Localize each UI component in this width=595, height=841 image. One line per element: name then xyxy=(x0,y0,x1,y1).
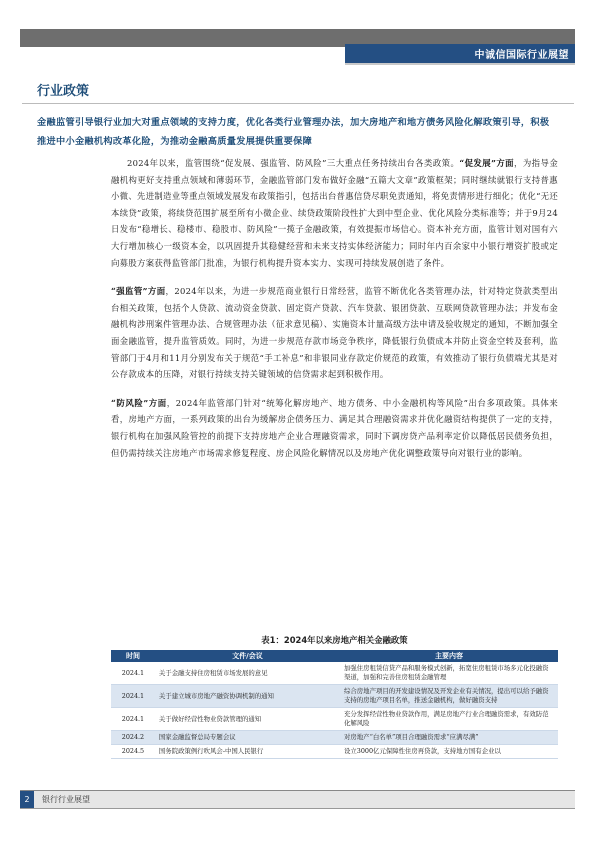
paragraph-intro: 2024年以来，监管围绕“促发展、强监管、防风险”三大重点任务持续出台各类政策。 xyxy=(126,158,460,168)
table-row xyxy=(111,745,558,759)
row-content: 设立3000亿元保障性住房再贷款，支持地方国有企业以 xyxy=(340,745,558,759)
header-document: 文件/会议 xyxy=(155,650,340,662)
footer-title: 银行行业展望 xyxy=(42,795,90,804)
footer-bar xyxy=(20,791,575,809)
row-document: 国务院政策例行吹风会-中国人民银行 xyxy=(155,745,340,759)
table-row xyxy=(111,731,558,745)
policy-table xyxy=(111,650,558,759)
row-time: 2024.1 xyxy=(111,685,155,708)
table-row xyxy=(111,708,558,731)
paragraph-lead: “促发展”方面 xyxy=(459,158,515,168)
paragraph-strong-supervision xyxy=(111,283,558,383)
row-time: 2024.1 xyxy=(111,708,155,731)
row-time: 2024.1 xyxy=(111,662,155,685)
paragraph-promote-development xyxy=(111,155,558,271)
row-content: 充分发挥经营性物业贷款作用，满足房地产行业合理融资需求，有效防范化解风险 xyxy=(340,708,558,731)
section-headline: 金融监管引导银行业加大对重点领域的支持力度，优化各类行业管理办法，加大房地产和地方债务风险化解政策引导，积极推进中小金融机构改革化险，为推动金融高质量发展提供重要保障 xyxy=(37,117,550,147)
row-content: 对房地产“白名单”项目合理融资需求“应满尽满” xyxy=(340,731,558,745)
row-content: 加强住房租赁信贷产品和服务模式创新，拓宽住房租赁市场多元化投融资渠道，加强和完善住房租赁金融管理 xyxy=(340,662,558,685)
table-header-row xyxy=(111,650,558,662)
row-document: 关于建立城市房地产融资协调机制的通知 xyxy=(155,685,340,708)
row-content: 综合房地产项目的开发建设情况及开发企业有关情况，提出可以给予融资支持的房地产项目名单，推送金融机构，做好融资支持 xyxy=(340,685,558,708)
body-text xyxy=(111,155,558,473)
row-time: 2024.5 xyxy=(111,745,155,759)
section-title: 行业政策 xyxy=(37,84,90,99)
row-document: 国家金融监督总局专题会议 xyxy=(155,731,340,745)
paragraph-text: ，为指导金融机构更好支持重点领域和薄弱环节，金融监管部门发布做好金融“五篇大文章”政策框架；同时继续就银行支持普惠小微、先进制造业等重点领域发展发布政策指引，包括出台普惠信贷尽职免责通知，将免责情形进行细化；优化“无还本续贷”政策，将续贷范围扩展至所有小微企业、续贷政策阶段性扩大到中型企业、优化风险分类标准等；并于9月24日发布“稳增长、稳楼市、稳股市、防风险”一揽子金融政策，有效提振市场信心。资本补充方面，监管计划对国有六大行增加核心一级资本金，以巩固提升其稳健经营和未来支持实体经济能力；同时年内百余家中小银行增资扩股或定向募股方案获得监管部门批准，为银行机构提升资本实力、实现可持续发展创造了条件。 xyxy=(111,158,559,268)
header-time: 时间 xyxy=(111,650,155,662)
paragraph-lead: “防风险”方面 xyxy=(111,397,167,408)
paragraph-text: ，2024年监管部门针对“统筹化解房地产、地方债务、中小金融机构等风险”出台多项政策。具体来看，房地产方面，一系列政策的出台为缓解房企债务压力、满足其合理融资需求并优化融资结构提供了一定的支持，银行机构在加强风险管控的前提下支持房地产企业合理融资需求，同时下调房贷产品利率定价以降低居民债务负担，但仍需持续关注房地产市场需求修复程度、房企风险化解情况以及房地产优化调整政策导向对银行业的影响。 xyxy=(111,397,558,458)
header-content: 主要内容 xyxy=(340,650,558,662)
paragraph-text: ，2024年以来，为进一步规范商业银行日常经营，监管不断优化各类管理办法，针对特定贷款类型出台相关政策，包括个人贷款、流动资金贷款、固定资产贷款、汽车贷款、银团贷款、互联网贷款管理办法；并发布金融机构涉刑案件管理办法、合规管理办法（征求意见稿）、实施资本计量高级方法申请及验收规定的通知，不断加强全面金融监管，提升监管质效。同时，为进一步规范存款市场竞争秩序，降低银行负债成本并防止资金空转及套利，监管部门于4月和11月分别发布关于规范“手工补息”和非银同业存款定价规范的政策，有效推动了银行负债端尤其是对公存款成本的压降，对银行持续支持关键领域的信贷需求起到积极作用。 xyxy=(111,286,558,380)
paragraph-lead: “强监管”方面 xyxy=(111,286,166,297)
table-row xyxy=(111,685,558,708)
table-row xyxy=(111,662,558,685)
table-caption: 表1：2024年以来房地产相关金融政策 xyxy=(261,635,408,645)
row-time: 2024.2 xyxy=(111,731,155,745)
row-document: 关于金融支持住房租赁市场发展的意见 xyxy=(155,662,340,685)
section-divider xyxy=(22,103,574,104)
paragraph-prevent-risk xyxy=(111,395,558,461)
report-name: 中诚信国际行业展望 xyxy=(474,50,569,61)
page-number: 2 xyxy=(20,791,34,808)
row-document: 关于做好经营性物业贷款管理的通知 xyxy=(155,708,340,731)
